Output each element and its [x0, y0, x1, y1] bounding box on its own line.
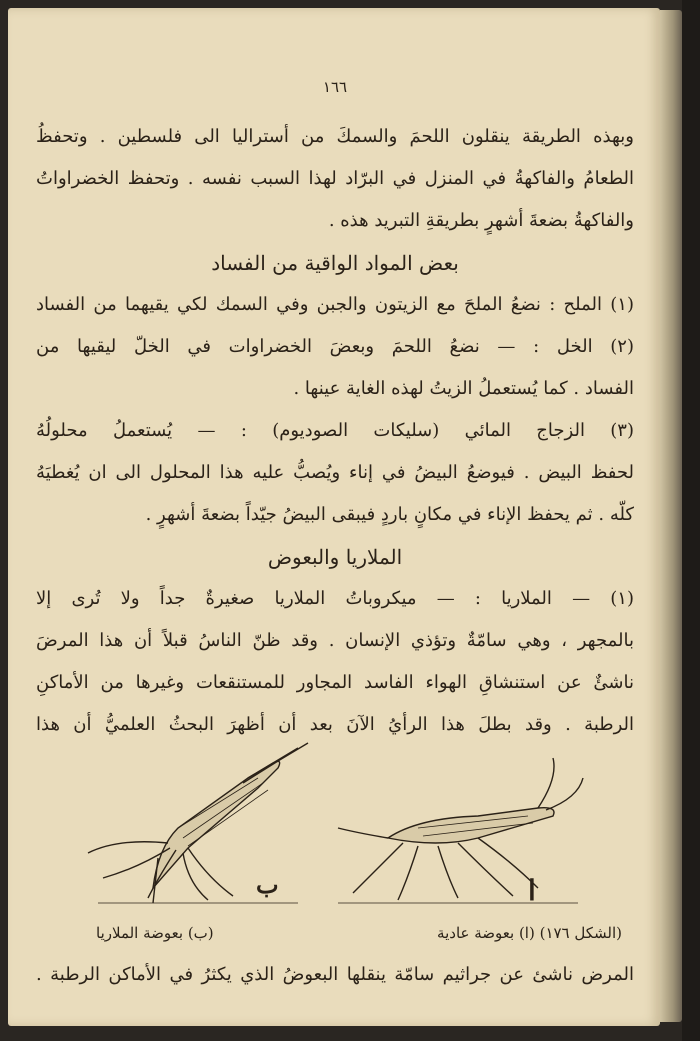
figure-label-a: ا — [528, 874, 536, 907]
figure-label-b: ب — [256, 870, 279, 899]
paragraph-line: (٣) الزجاج المائي (سليكات الصوديوم) : — يُستعملُ محلولُهُ — [36, 420, 634, 441]
paragraph-line: لحفظ البيض . فيوضعُ البيضُ في إناء ويُصبُّ عليه هذا المحلول الى ان يُغطيَهُ — [36, 462, 634, 483]
figure-caption-a: (الشكل ١٧٦) (ا) بعوضة عادية — [437, 924, 622, 942]
figure-caption-b: (ب) بعوضة الملاريا — [96, 924, 214, 942]
background-edge — [682, 0, 700, 1041]
paragraph-line: الطعامُ والفاكهةُ في المنزل في البرّاد لهذا السبب نفسه . وتحفظ الخضراواتُ — [36, 168, 634, 189]
paragraph-line: (٢) الخل : — نضعُ اللحمَ وبعضَ الخضراوات في الخلّ ليقيها من — [36, 336, 634, 357]
paragraph-line: المرض ناشئ عن جراثيم سامّة ينقلها البعوضُ الذي يكثرُ في الأماكن الرطبة . — [36, 964, 634, 985]
paragraph-line: والفاكهةُ بضعةَ أشهرٍ بطريقةِ التبريد هذه . — [328, 210, 634, 231]
paragraph-line: ناشئٌ عن استنشاقِ الهواء الفاسد المجاور للمستنقعات وغيرها من الأماكنِ — [36, 672, 634, 693]
paragraph-line: كلّه . ثم يحفظ الإناء في مكانٍ باردٍ فيبقى البيضُ جيّداً بضعةَ أشهرٍ . — [145, 504, 634, 525]
page-number: ١٦٦ — [322, 78, 348, 96]
paragraph-line: (١) الملح : نضعُ الملحَ مع الزيتون والجبن وفي السمك لكي يقيهما من الفساد — [36, 294, 634, 315]
paragraph-line: الرطبة . وقد بطلَ هذا الرأيُ الآنَ بعد أن أظهرَ البحثُ العلميُّ أن هذا — [36, 714, 634, 735]
book-page — [8, 8, 660, 1026]
section-heading: الملاريا والبعوض — [267, 545, 403, 569]
paragraph-line: بالمجهر ، وهي سامّةٌ وتؤذي الإنسان . وقد ظنّ الناسُ قبلاً أن هذا المرضَ — [36, 630, 634, 651]
section-heading: بعض المواد الواقية من الفساد — [211, 251, 459, 275]
paragraph-line: وبهذه الطريقة ينقلون اللحمَ والسمكَ من أستراليا الى فلسطين . وتحفظُ — [36, 126, 634, 147]
paragraph-line: (١) — الملاريا : — ميكروباتُ الملاريا صغيرةٌ جداً ولا تُرى إلا — [36, 588, 634, 609]
page-edge — [660, 10, 682, 1022]
common-mosquito-drawing — [338, 758, 583, 903]
paragraph-line: الفساد . كما يُستعملُ الزيتُ لهذه الغاية عينها . — [293, 378, 634, 399]
